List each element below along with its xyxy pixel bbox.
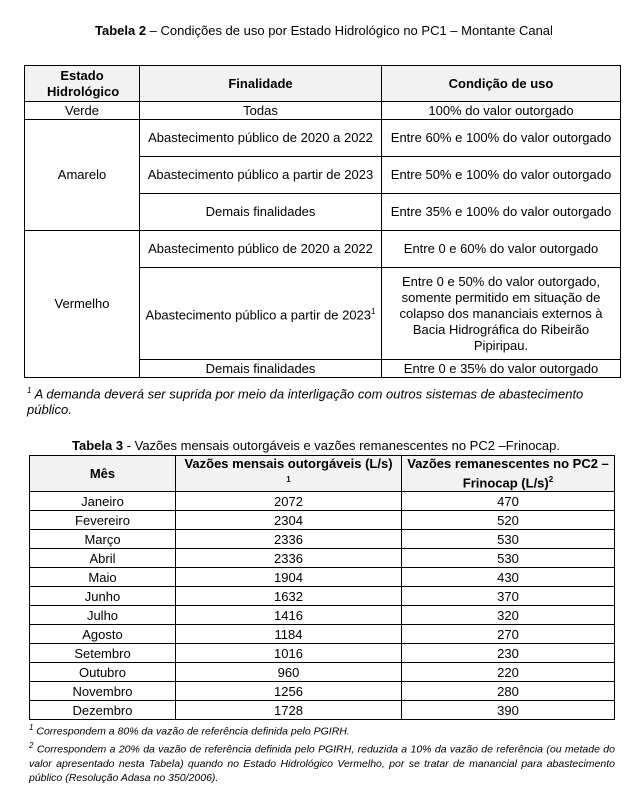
month-cell: Outubro [30,663,176,682]
vazao-outorgavel-cell: 2304 [176,511,402,530]
month-cell: Dezembro [30,701,176,720]
table2-title: – Condições de uso por Estado Hidrológico no PC1 – Montante Canal [146,23,553,38]
vazao-remanescente-cell: 390 [402,701,615,720]
header-remanescentes-text: Vazões remanescentes no PC2 – Frinocap (L/s) [407,456,609,491]
footnote-marker: 2 [548,475,554,484]
vazao-outorgavel-cell: 2336 [176,530,402,549]
month-cell: Junho [30,587,176,606]
finalidade-text: Abastecimento público a partir de 2023 [145,307,372,323]
table3 [29,455,615,720]
table2-row [25,231,621,268]
footnote-text: Correspondem a 80% da vazão de referência definida pelo PGIRH. [33,725,350,738]
table3-row [30,701,615,720]
table3-row [30,492,615,511]
condicao-cell: Entre 35% e 100% do valor outorgado [382,194,621,231]
vazao-remanescente-cell: 520 [402,511,615,530]
estado-verde: Verde [25,102,140,120]
table2-header-row [25,66,621,102]
condicao-cell: Entre 0 e 35% do valor outorgado [382,360,621,378]
finalidade-cell: Demais finalidades [140,194,382,231]
footnote-text: A demanda deverá ser suprida por meio da interligação com outros sistemas de abastecimento público. [27,386,584,418]
vazao-remanescente-cell: 280 [402,682,615,701]
vazao-outorgavel-cell: 2336 [176,549,402,568]
table3-row [30,644,615,663]
condicao-cell: 100% do valor outorgado [382,102,621,120]
footnote-marker: 2 [29,741,34,750]
table3-body [30,492,615,720]
estado-amarelo: Amarelo [25,120,140,231]
table3-footnote1 [29,721,619,739]
footnote-marker: 1 [286,475,291,484]
table3-header-row [30,456,615,492]
vazao-remanescente-cell: 470 [402,492,615,511]
finalidade-cell: Abastecimento público de 2020 a 2022 [140,120,382,157]
vazao-remanescente-cell: 320 [402,606,615,625]
month-cell: Fevereiro [30,511,176,530]
finalidade-cell: Abastecimento público a partir de 2023 [140,157,382,194]
vazao-remanescente-cell: 230 [402,644,615,663]
header-condicao: Condição de uso [382,66,621,102]
month-cell: Julho [30,606,176,625]
table2-label: Tabela 2 [95,23,147,38]
table2 [24,65,621,378]
table2-row [25,120,621,157]
condicao-cell: Entre 50% e 100% do valor outorgado [382,157,621,194]
condicao-cell: Entre 0 e 50% do valor outorgado, somente permitido em situação de colapso dos mananciais externos à Bacia Hidrográfica do Ribeirão Pipiripau. [382,268,621,360]
month-cell: Março [30,530,176,549]
vazao-remanescente-cell: 220 [402,663,615,682]
vazao-outorgavel-cell: 960 [176,663,402,682]
header-remanescentes [402,456,615,492]
vazao-remanescente-cell: 430 [402,568,615,587]
table3-row [30,530,615,549]
finalidade-cell [140,268,382,360]
table3-row [30,625,615,644]
month-cell: Janeiro [30,492,176,511]
header-vazoes-text: Vazões mensais outorgáveis (L/s) [184,456,393,471]
table3-row [30,568,615,587]
vazao-remanescente-cell: 530 [402,530,615,549]
vazao-outorgavel-cell: 1728 [176,701,402,720]
month-cell: Maio [30,568,176,587]
table3-row [30,511,615,530]
header-estado: Estado Hidrológico [25,66,140,102]
footnote-marker: 1 [371,306,376,316]
vazao-outorgavel-cell: 1904 [176,568,402,587]
vazao-outorgavel-cell: 1416 [176,606,402,625]
month-cell: Abril [30,549,176,568]
table3-row [30,663,615,682]
table3-row [30,549,615,568]
vazao-outorgavel-cell: 1256 [176,682,402,701]
month-cell: Novembro [30,682,176,701]
footnote-marker: 1 [29,723,34,732]
month-cell: Setembro [30,644,176,663]
header-finalidade: Finalidade [140,66,382,102]
finalidade-cell: Todas [140,102,382,120]
table3-label: Tabela 3 [72,438,124,453]
table3-title: - Vazões mensais outorgáveis e vazões remanescentes no PC2 –Frinocap. [123,438,560,453]
vazao-remanescente-cell: 530 [402,549,615,568]
vazao-remanescente-cell: 270 [402,625,615,644]
table2-row-verde [25,102,621,120]
finalidade-cell: Demais finalidades [140,360,382,378]
table3-row [30,682,615,701]
condicao-cell: Entre 60% e 100% do valor outorgado [382,120,621,157]
vazao-remanescente-cell: 370 [402,587,615,606]
table3-row [30,606,615,625]
condicao-cell: Entre 0 e 60% do valor outorgado [382,231,621,268]
table3-row [30,587,615,606]
header-vazoes [176,456,402,492]
vazao-outorgavel-cell: 1632 [176,587,402,606]
header-mes: Mês [30,456,176,492]
table3-footnote2 [29,739,615,785]
month-cell: Agosto [30,625,176,644]
table2-footnote [27,383,617,418]
vazao-outorgavel-cell: 2072 [176,492,402,511]
footnote-text: Correspondem a 20% da vazão de referência definida pelo PGIRH, reduzida a 10% da vazão de referência (ou metade do valor apresentado nesta Tabela) quando no Estado Hidrológico Vermelho, por se tratar de manancial para abastecimento público (Resolução Adasa no 350/2006). [29,743,615,784]
estado-vermelho: Vermelho [25,231,140,378]
table2-caption [95,23,553,38]
vazao-outorgavel-cell: 1016 [176,644,402,663]
table3-caption [72,438,560,453]
finalidade-cell: Abastecimento público de 2020 a 2022 [140,231,382,268]
vazao-outorgavel-cell: 1184 [176,625,402,644]
footnote-marker: 1 [27,386,32,395]
